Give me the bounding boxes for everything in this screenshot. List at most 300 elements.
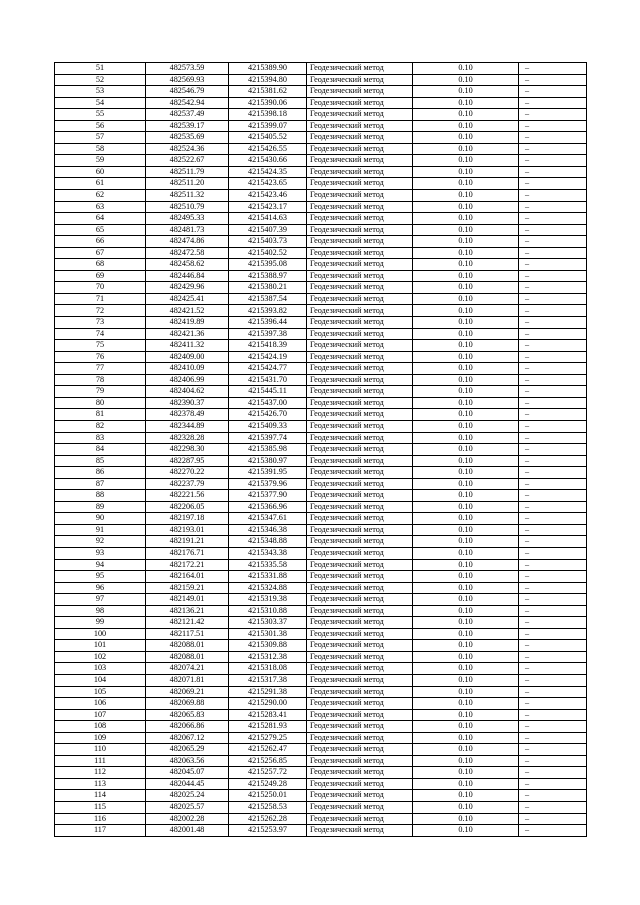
method-cell: Геодезический метод (307, 721, 413, 733)
point-number-cell: 92 (55, 536, 146, 548)
point-number-cell: 67 (55, 247, 146, 259)
y-coordinate-cell: 4215423.65 (229, 178, 307, 190)
note-cell: – (519, 74, 587, 86)
note-cell: – (519, 790, 587, 802)
note-cell: – (519, 374, 587, 386)
y-coordinate-cell: 4215445.11 (229, 386, 307, 398)
note-cell: – (519, 663, 587, 675)
point-number-cell: 63 (55, 201, 146, 213)
accuracy-cell: 0.10 (413, 547, 519, 559)
table-row (55, 86, 587, 98)
y-coordinate-cell: 4215437.00 (229, 397, 307, 409)
point-number-cell: 98 (55, 605, 146, 617)
x-coordinate-cell: 482071.81 (146, 674, 229, 686)
note-cell: – (519, 351, 587, 363)
accuracy-cell: 0.10 (413, 582, 519, 594)
method-cell: Геодезический метод (307, 663, 413, 675)
point-number-cell: 52 (55, 74, 146, 86)
accuracy-cell: 0.10 (413, 143, 519, 155)
accuracy-cell: 0.10 (413, 328, 519, 340)
point-number-cell: 87 (55, 478, 146, 490)
x-coordinate-cell: 482136.21 (146, 605, 229, 617)
accuracy-cell: 0.10 (413, 455, 519, 467)
method-cell: Геодезический метод (307, 247, 413, 259)
note-cell: – (519, 363, 587, 375)
x-coordinate-cell: 482001.48 (146, 825, 229, 837)
point-number-cell: 96 (55, 582, 146, 594)
accuracy-cell: 0.10 (413, 709, 519, 721)
table-row (55, 455, 587, 467)
table-row (55, 617, 587, 629)
note-cell: – (519, 490, 587, 502)
note-cell: – (519, 721, 587, 733)
accuracy-cell: 0.10 (413, 444, 519, 456)
table-row (55, 97, 587, 109)
point-number-cell: 117 (55, 825, 146, 837)
method-cell: Геодезический метод (307, 547, 413, 559)
table-row (55, 721, 587, 733)
x-coordinate-cell: 482069.88 (146, 698, 229, 710)
point-number-cell: 54 (55, 97, 146, 109)
table-row (55, 744, 587, 756)
note-cell: – (519, 455, 587, 467)
table-row (55, 351, 587, 363)
table-row (55, 444, 587, 456)
accuracy-cell: 0.10 (413, 467, 519, 479)
y-coordinate-cell: 4215388.97 (229, 270, 307, 282)
accuracy-cell: 0.10 (413, 155, 519, 167)
accuracy-cell: 0.10 (413, 109, 519, 121)
y-coordinate-cell: 4215343.38 (229, 547, 307, 559)
x-coordinate-cell: 482191.21 (146, 536, 229, 548)
table-row (55, 825, 587, 837)
y-coordinate-cell: 4215424.35 (229, 166, 307, 178)
point-number-cell: 75 (55, 340, 146, 352)
y-coordinate-cell: 4215390.06 (229, 97, 307, 109)
point-number-cell: 81 (55, 409, 146, 421)
table-row (55, 755, 587, 767)
point-number-cell: 93 (55, 547, 146, 559)
y-coordinate-cell: 4215366.96 (229, 501, 307, 513)
point-number-cell: 106 (55, 698, 146, 710)
note-cell: – (519, 582, 587, 594)
x-coordinate-cell: 482542.94 (146, 97, 229, 109)
table-row (55, 236, 587, 248)
table-row (55, 328, 587, 340)
note-cell: – (519, 63, 587, 75)
x-coordinate-cell: 482287.95 (146, 455, 229, 467)
accuracy-cell: 0.10 (413, 813, 519, 825)
note-cell: – (519, 467, 587, 479)
accuracy-cell: 0.10 (413, 617, 519, 629)
note-cell: – (519, 213, 587, 225)
accuracy-cell: 0.10 (413, 293, 519, 305)
note-cell: – (519, 97, 587, 109)
point-number-cell: 79 (55, 386, 146, 398)
table-row (55, 190, 587, 202)
method-cell: Геодезический метод (307, 224, 413, 236)
table-row (55, 386, 587, 398)
table-row (55, 501, 587, 513)
accuracy-cell: 0.10 (413, 790, 519, 802)
method-cell: Геодезический метод (307, 166, 413, 178)
y-coordinate-cell: 4215335.58 (229, 559, 307, 571)
accuracy-cell: 0.10 (413, 247, 519, 259)
x-coordinate-cell: 482535.69 (146, 132, 229, 144)
method-cell: Геодезический метод (307, 651, 413, 663)
method-cell: Геодезический метод (307, 813, 413, 825)
y-coordinate-cell: 4215281.93 (229, 721, 307, 733)
method-cell: Геодезический метод (307, 490, 413, 502)
table-row (55, 605, 587, 617)
point-number-cell: 108 (55, 721, 146, 733)
coordinates-table-body (55, 63, 587, 837)
accuracy-cell: 0.10 (413, 721, 519, 733)
table-row (55, 282, 587, 294)
method-cell: Геодезический метод (307, 305, 413, 317)
method-cell: Геодезический метод (307, 420, 413, 432)
y-coordinate-cell: 4215430.66 (229, 155, 307, 167)
accuracy-cell: 0.10 (413, 524, 519, 536)
x-coordinate-cell: 482193.01 (146, 524, 229, 536)
y-coordinate-cell: 4215423.46 (229, 190, 307, 202)
coordinates-table (54, 62, 587, 837)
table-row (55, 74, 587, 86)
accuracy-cell: 0.10 (413, 397, 519, 409)
table-row (55, 109, 587, 121)
y-coordinate-cell: 4215290.00 (229, 698, 307, 710)
point-number-cell: 82 (55, 420, 146, 432)
method-cell: Геодезический метод (307, 201, 413, 213)
y-coordinate-cell: 4215381.62 (229, 86, 307, 98)
x-coordinate-cell: 482524.36 (146, 143, 229, 155)
y-coordinate-cell: 4215385.98 (229, 444, 307, 456)
y-coordinate-cell: 4215409.33 (229, 420, 307, 432)
table-row (55, 155, 587, 167)
point-number-cell: 70 (55, 282, 146, 294)
table-row (55, 305, 587, 317)
note-cell: – (519, 571, 587, 583)
method-cell: Геодезический метод (307, 120, 413, 132)
accuracy-cell: 0.10 (413, 802, 519, 814)
method-cell: Геодезический метод (307, 628, 413, 640)
table-row (55, 686, 587, 698)
note-cell: – (519, 201, 587, 213)
accuracy-cell: 0.10 (413, 559, 519, 571)
accuracy-cell: 0.10 (413, 282, 519, 294)
note-cell: – (519, 317, 587, 329)
method-cell: Геодезический метод (307, 132, 413, 144)
point-number-cell: 62 (55, 190, 146, 202)
point-number-cell: 116 (55, 813, 146, 825)
table-row (55, 363, 587, 375)
table-row (55, 432, 587, 444)
x-coordinate-cell: 482088.01 (146, 640, 229, 652)
note-cell: – (519, 628, 587, 640)
point-number-cell: 53 (55, 86, 146, 98)
accuracy-cell: 0.10 (413, 236, 519, 248)
accuracy-cell: 0.10 (413, 501, 519, 513)
x-coordinate-cell: 482065.29 (146, 744, 229, 756)
point-number-cell: 73 (55, 317, 146, 329)
y-coordinate-cell: 4215426.70 (229, 409, 307, 421)
method-cell: Геодезический метод (307, 778, 413, 790)
x-coordinate-cell: 482025.57 (146, 802, 229, 814)
point-number-cell: 76 (55, 351, 146, 363)
x-coordinate-cell: 482511.20 (146, 178, 229, 190)
accuracy-cell: 0.10 (413, 767, 519, 779)
accuracy-cell: 0.10 (413, 340, 519, 352)
note-cell: – (519, 236, 587, 248)
table-row (55, 178, 587, 190)
y-coordinate-cell: 4215407.39 (229, 224, 307, 236)
accuracy-cell: 0.10 (413, 628, 519, 640)
y-coordinate-cell: 4215249.28 (229, 778, 307, 790)
accuracy-cell: 0.10 (413, 374, 519, 386)
table-row (55, 813, 587, 825)
y-coordinate-cell: 4215389.90 (229, 63, 307, 75)
point-number-cell: 74 (55, 328, 146, 340)
x-coordinate-cell: 482573.59 (146, 63, 229, 75)
y-coordinate-cell: 4215423.17 (229, 201, 307, 213)
y-coordinate-cell: 4215387.54 (229, 293, 307, 305)
point-number-cell: 71 (55, 293, 146, 305)
method-cell: Геодезический метод (307, 409, 413, 421)
accuracy-cell: 0.10 (413, 605, 519, 617)
table-row (55, 132, 587, 144)
x-coordinate-cell: 482063.56 (146, 755, 229, 767)
point-number-cell: 58 (55, 143, 146, 155)
accuracy-cell: 0.10 (413, 478, 519, 490)
x-coordinate-cell: 482221.56 (146, 490, 229, 502)
note-cell: – (519, 709, 587, 721)
table-row (55, 698, 587, 710)
table-row (55, 559, 587, 571)
method-cell: Геодезический метод (307, 767, 413, 779)
note-cell: – (519, 686, 587, 698)
y-coordinate-cell: 4215395.08 (229, 259, 307, 271)
point-number-cell: 99 (55, 617, 146, 629)
x-coordinate-cell: 482569.93 (146, 74, 229, 86)
method-cell: Геодезический метод (307, 524, 413, 536)
y-coordinate-cell: 4215291.38 (229, 686, 307, 698)
table-row (55, 628, 587, 640)
x-coordinate-cell: 482474.86 (146, 236, 229, 248)
note-cell: – (519, 605, 587, 617)
note-cell: – (519, 778, 587, 790)
table-row (55, 374, 587, 386)
accuracy-cell: 0.10 (413, 409, 519, 421)
point-number-cell: 66 (55, 236, 146, 248)
point-number-cell: 94 (55, 559, 146, 571)
accuracy-cell: 0.10 (413, 640, 519, 652)
method-cell: Геодезический метод (307, 640, 413, 652)
method-cell: Геодезический метод (307, 63, 413, 75)
x-coordinate-cell: 482025.24 (146, 790, 229, 802)
x-coordinate-cell: 482481.73 (146, 224, 229, 236)
x-coordinate-cell: 482197.18 (146, 513, 229, 525)
method-cell: Геодезический метод (307, 432, 413, 444)
method-cell: Геодезический метод (307, 709, 413, 721)
y-coordinate-cell: 4215402.52 (229, 247, 307, 259)
x-coordinate-cell: 482176.71 (146, 547, 229, 559)
y-coordinate-cell: 4215283.41 (229, 709, 307, 721)
x-coordinate-cell: 482510.79 (146, 201, 229, 213)
y-coordinate-cell: 4215379.96 (229, 478, 307, 490)
accuracy-cell: 0.10 (413, 201, 519, 213)
y-coordinate-cell: 4215331.88 (229, 571, 307, 583)
x-coordinate-cell: 482298.30 (146, 444, 229, 456)
accuracy-cell: 0.10 (413, 63, 519, 75)
accuracy-cell: 0.10 (413, 270, 519, 282)
point-number-cell: 56 (55, 120, 146, 132)
table-row (55, 143, 587, 155)
note-cell: – (519, 674, 587, 686)
point-number-cell: 64 (55, 213, 146, 225)
x-coordinate-cell: 482270.22 (146, 467, 229, 479)
x-coordinate-cell: 482511.32 (146, 190, 229, 202)
method-cell: Геодезический метод (307, 293, 413, 305)
y-coordinate-cell: 4215310.88 (229, 605, 307, 617)
method-cell: Геодезический метод (307, 386, 413, 398)
method-cell: Геодезический метод (307, 698, 413, 710)
x-coordinate-cell: 482159.21 (146, 582, 229, 594)
y-coordinate-cell: 4215418.39 (229, 340, 307, 352)
point-number-cell: 115 (55, 802, 146, 814)
note-cell: – (519, 86, 587, 98)
y-coordinate-cell: 4215399.07 (229, 120, 307, 132)
method-cell: Геодезический метод (307, 86, 413, 98)
method-cell: Геодезический метод (307, 802, 413, 814)
accuracy-cell: 0.10 (413, 744, 519, 756)
accuracy-cell: 0.10 (413, 190, 519, 202)
x-coordinate-cell: 482421.36 (146, 328, 229, 340)
x-coordinate-cell: 482117.51 (146, 628, 229, 640)
note-cell: – (519, 305, 587, 317)
accuracy-cell: 0.10 (413, 166, 519, 178)
table-row (55, 640, 587, 652)
note-cell: – (519, 444, 587, 456)
method-cell: Геодезический метод (307, 282, 413, 294)
table-row (55, 571, 587, 583)
note-cell: – (519, 259, 587, 271)
point-number-cell: 80 (55, 397, 146, 409)
table-row (55, 293, 587, 305)
table-row (55, 594, 587, 606)
accuracy-cell: 0.10 (413, 259, 519, 271)
y-coordinate-cell: 4215262.47 (229, 744, 307, 756)
y-coordinate-cell: 4215414.63 (229, 213, 307, 225)
method-cell: Геодезический метод (307, 478, 413, 490)
method-cell: Геодезический метод (307, 501, 413, 513)
point-number-cell: 88 (55, 490, 146, 502)
method-cell: Геодезический метод (307, 74, 413, 86)
document-page (54, 62, 586, 837)
point-number-cell: 59 (55, 155, 146, 167)
accuracy-cell: 0.10 (413, 663, 519, 675)
method-cell: Геодезический метод (307, 328, 413, 340)
accuracy-cell: 0.10 (413, 363, 519, 375)
point-number-cell: 105 (55, 686, 146, 698)
y-coordinate-cell: 4215377.90 (229, 490, 307, 502)
method-cell: Геодезический метод (307, 559, 413, 571)
method-cell: Геодезический метод (307, 190, 413, 202)
method-cell: Геодезический метод (307, 97, 413, 109)
x-coordinate-cell: 482539.17 (146, 120, 229, 132)
accuracy-cell: 0.10 (413, 120, 519, 132)
method-cell: Геодезический метод (307, 259, 413, 271)
point-number-cell: 101 (55, 640, 146, 652)
method-cell: Геодезический метод (307, 455, 413, 467)
method-cell: Геодезический метод (307, 374, 413, 386)
method-cell: Геодезический метод (307, 790, 413, 802)
note-cell: – (519, 109, 587, 121)
method-cell: Геодезический метод (307, 317, 413, 329)
y-coordinate-cell: 4215397.74 (229, 432, 307, 444)
y-coordinate-cell: 4215424.77 (229, 363, 307, 375)
table-row (55, 270, 587, 282)
method-cell: Геодезический метод (307, 686, 413, 698)
accuracy-cell: 0.10 (413, 732, 519, 744)
method-cell: Геодезический метод (307, 467, 413, 479)
x-coordinate-cell: 482411.32 (146, 340, 229, 352)
x-coordinate-cell: 482511.79 (146, 166, 229, 178)
note-cell: – (519, 166, 587, 178)
table-row (55, 213, 587, 225)
note-cell: – (519, 432, 587, 444)
x-coordinate-cell: 482066.86 (146, 721, 229, 733)
accuracy-cell: 0.10 (413, 755, 519, 767)
note-cell: – (519, 767, 587, 779)
method-cell: Геодезический метод (307, 582, 413, 594)
note-cell: – (519, 813, 587, 825)
point-number-cell: 112 (55, 767, 146, 779)
method-cell: Геодезический метод (307, 397, 413, 409)
accuracy-cell: 0.10 (413, 132, 519, 144)
note-cell: – (519, 386, 587, 398)
table-row (55, 802, 587, 814)
method-cell: Геодезический метод (307, 340, 413, 352)
table-row (55, 224, 587, 236)
point-number-cell: 68 (55, 259, 146, 271)
y-coordinate-cell: 4215318.08 (229, 663, 307, 675)
table-row (55, 490, 587, 502)
point-number-cell: 109 (55, 732, 146, 744)
y-coordinate-cell: 4215303.37 (229, 617, 307, 629)
point-number-cell: 110 (55, 744, 146, 756)
method-cell: Геодезический метод (307, 155, 413, 167)
accuracy-cell: 0.10 (413, 178, 519, 190)
note-cell: – (519, 559, 587, 571)
x-coordinate-cell: 482088.01 (146, 651, 229, 663)
note-cell: – (519, 293, 587, 305)
accuracy-cell: 0.10 (413, 86, 519, 98)
note-cell: – (519, 178, 587, 190)
point-number-cell: 69 (55, 270, 146, 282)
x-coordinate-cell: 482121.42 (146, 617, 229, 629)
method-cell: Геодезический метод (307, 213, 413, 225)
note-cell: – (519, 594, 587, 606)
accuracy-cell: 0.10 (413, 386, 519, 398)
y-coordinate-cell: 4215424.19 (229, 351, 307, 363)
note-cell: – (519, 536, 587, 548)
note-cell: – (519, 340, 587, 352)
point-number-cell: 97 (55, 594, 146, 606)
point-number-cell: 103 (55, 663, 146, 675)
point-number-cell: 100 (55, 628, 146, 640)
x-coordinate-cell: 482206.05 (146, 501, 229, 513)
table-row (55, 397, 587, 409)
